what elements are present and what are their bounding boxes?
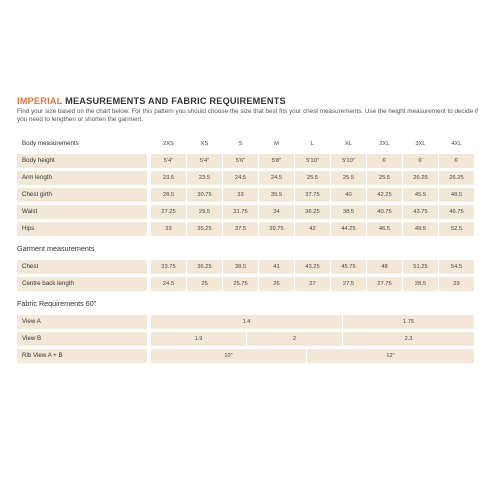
table-cell: 41: [259, 260, 294, 274]
size-header: XL: [344, 140, 353, 147]
row-label: Hips: [17, 222, 147, 236]
table-cell: 39.75: [259, 222, 294, 236]
table-cell: 42.25: [367, 188, 402, 202]
table-cell: 31.75: [223, 205, 258, 219]
table-cell: 27: [295, 277, 330, 291]
size-header: S: [238, 140, 243, 147]
table-cell: 48.5: [439, 188, 474, 202]
table-cell: 38.5: [223, 260, 258, 274]
table-cell: 25.5: [367, 171, 402, 185]
table-cell: 36.25: [295, 205, 330, 219]
size-header: 4XL: [451, 140, 462, 147]
table-cell: 40.75: [367, 205, 402, 219]
table-cell: 35.25: [187, 222, 222, 236]
table-cell: 54.5: [439, 260, 474, 274]
table-cell: 27.75: [367, 277, 402, 291]
table-cell: 23.5: [187, 171, 222, 185]
table-cell: 6': [439, 154, 474, 168]
fabric-requirements-title: Fabric Requirements 60": [17, 298, 97, 308]
table-cell: 5'10": [331, 154, 366, 168]
table-row-chest-girth: [17, 188, 483, 202]
row-label: View A: [17, 315, 147, 329]
table-cell: 44.25: [331, 222, 366, 236]
size-header: L: [310, 140, 315, 147]
table-cell: 49.5: [403, 222, 438, 236]
size-header: 2XS: [163, 140, 174, 147]
table-row-centre-back-length: [17, 277, 483, 291]
table-cell: 46.75: [439, 205, 474, 219]
page-title: [17, 96, 483, 106]
intro-text: Find your size based on the chart below. For this pattern you should choose the size that best fits your chest measurements. Use the height measurement to decide if you need to lengthen or shorten the garment.: [17, 108, 478, 124]
table-row-view-a: [17, 315, 483, 329]
body-measurements-title: Body measurements: [22, 139, 79, 147]
table-cell: 36.25: [187, 260, 222, 274]
table-cell: 27.25: [151, 205, 186, 219]
table-cell: 33: [151, 222, 186, 236]
table-cell: 1.9: [151, 332, 246, 346]
size-header: 3XL: [415, 140, 426, 147]
row-label: Chest: [17, 260, 147, 274]
table-cell: 5'10": [295, 154, 330, 168]
table-cell: 5'4": [151, 154, 186, 168]
size-header: XS: [200, 140, 209, 147]
garment-measurements-title: Garment measurements: [17, 243, 95, 253]
size-header: M: [274, 140, 279, 147]
table-cell: 1.4: [151, 315, 342, 329]
table-row-arm-length: [17, 171, 483, 185]
table-row-view-b: [17, 332, 483, 346]
table-cell: 45.75: [331, 260, 366, 274]
table-cell: 24.5: [259, 171, 294, 185]
table-cell: 25.75: [223, 277, 258, 291]
size-header: 2XL: [379, 140, 390, 147]
row-label: Chest girth: [17, 188, 147, 202]
size-chart: [17, 96, 483, 366]
table-cell: 23.5: [151, 171, 186, 185]
row-label: View B: [17, 332, 147, 346]
table-cell: 26.25: [403, 171, 438, 185]
table-cell: 10": [151, 349, 306, 363]
table-row-body-height: [17, 154, 483, 168]
table-cell: 26: [259, 277, 294, 291]
table-cell: 43.75: [403, 205, 438, 219]
title-accent: IMPERIAL: [17, 96, 63, 106]
table-cell: 28.5: [151, 188, 186, 202]
table-cell: 26.25: [439, 171, 474, 185]
table-cell: 51.25: [403, 260, 438, 274]
table-cell: 25.5: [331, 171, 366, 185]
table-cell: 37.5: [223, 222, 258, 236]
table-cell: 5'6": [223, 154, 258, 168]
row-label: Body height: [17, 154, 147, 168]
table-cell: 25.5: [295, 171, 330, 185]
table-row-rib-view: [17, 349, 483, 363]
table-cell: 33: [223, 188, 258, 202]
table-cell: 29.5: [187, 205, 222, 219]
table-cell: 34: [259, 205, 294, 219]
table-cell: 24.5: [223, 171, 258, 185]
table-cell: 1.75: [343, 315, 474, 329]
table-cell: 29: [439, 277, 474, 291]
row-label: Arm length: [17, 171, 147, 185]
table-cell: 6': [403, 154, 438, 168]
table-cell: 45.5: [403, 188, 438, 202]
table-cell: 37.75: [295, 188, 330, 202]
table-cell: 43.25: [295, 260, 330, 274]
table-cell: 40: [331, 188, 366, 202]
table-cell: 30.75: [187, 188, 222, 202]
table-cell: 2: [247, 332, 342, 346]
table-cell: 52.5: [439, 222, 474, 236]
table-cell: 25: [187, 277, 222, 291]
table-cell: 46.5: [367, 222, 402, 236]
table-row-waist: [17, 205, 483, 219]
table-cell: 27.5: [331, 277, 366, 291]
row-label: Rib View A + B: [17, 349, 147, 363]
body-header-row: [17, 137, 483, 151]
table-cell: 48: [367, 260, 402, 274]
row-label: Waist: [17, 205, 147, 219]
table-cell: 5'4": [187, 154, 222, 168]
table-cell: 38.5: [331, 205, 366, 219]
table-cell: 6': [367, 154, 402, 168]
table-cell: 33.75: [151, 260, 186, 274]
table-cell: 24.5: [151, 277, 186, 291]
table-cell: 42: [295, 222, 330, 236]
table-cell: 2.3: [343, 332, 474, 346]
row-label: Centre back length: [17, 277, 147, 291]
table-cell: 28.5: [403, 277, 438, 291]
table-cell: 35.5: [259, 188, 294, 202]
table-row-chest: [17, 260, 483, 274]
table-cell: 5'8": [259, 154, 294, 168]
title-rest: MEASUREMENTS AND FABRIC REQUIREMENTS: [62, 96, 286, 106]
table-row-hips: [17, 222, 483, 236]
table-cell: 12": [307, 349, 474, 363]
